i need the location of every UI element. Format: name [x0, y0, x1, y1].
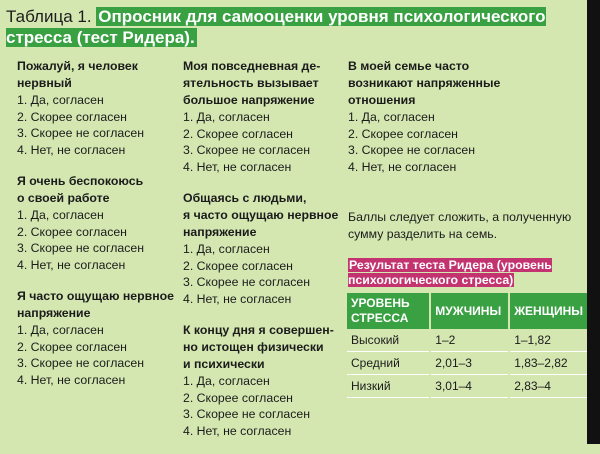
- header-men: МУЖЧИНЫ: [430, 293, 509, 329]
- answer-option: 2. Скорее согласен: [183, 258, 293, 273]
- question-block-5: [183, 190, 348, 307]
- table-row: [347, 375, 587, 398]
- result-title-text: Результат теста Ридера (уровень психологического стресса): [348, 258, 552, 287]
- right-edge-strip: [587, 0, 600, 444]
- header-stress-level: УРОВЕНЬ СТРЕССА: [347, 293, 430, 329]
- questions-column-1: [17, 58, 182, 403]
- question-block-2: [17, 173, 182, 273]
- cell-level: Низкий: [347, 375, 430, 398]
- scoring-note: Баллы следует сложить, а полученную сумму разделить на семь.: [348, 210, 572, 241]
- question-block-6: [183, 322, 348, 439]
- answer-option: 4. Нет, не согласен: [183, 159, 292, 174]
- answer-option: 1. Да, согласен: [183, 374, 270, 388]
- answer-option: 4. Нет, не согласен: [17, 257, 126, 272]
- answer-option: 1. Да, согласен: [183, 110, 270, 124]
- cell-level: Высокий: [347, 329, 430, 352]
- cell-women: 1–1,82: [509, 329, 587, 352]
- table-row: [347, 352, 587, 375]
- title-lead: Таблица 1.: [6, 7, 92, 26]
- question-text: Пожалуй, я человек нервный: [17, 59, 138, 90]
- question-block-7: [348, 58, 573, 175]
- answer-option: 4. Нет, не согласен: [17, 142, 126, 157]
- questions-column-2: [183, 58, 348, 454]
- answer-option: 1. Да, согласен: [348, 110, 435, 124]
- cell-men: 3,01–4: [430, 375, 509, 398]
- answer-option: 2. Скорее согласен: [17, 109, 127, 124]
- answer-option: 2. Скорее согласен: [17, 224, 127, 239]
- question-block-4: [183, 58, 348, 175]
- answer-option: 3. Скорее не согласен: [183, 143, 311, 157]
- table-header-row: [347, 293, 587, 329]
- answer-option: 3. Скорее не согласен: [183, 407, 311, 421]
- answer-option: 1. Да, согласен: [183, 242, 270, 256]
- answer-option: 4. Нет, не согласен: [183, 291, 292, 306]
- answer-option: 3. Скорее не согласен: [17, 356, 145, 370]
- result-title: [348, 258, 588, 288]
- answer-option: 4. Нет, не согласен: [183, 423, 292, 438]
- cell-women: 1,83–2,82: [509, 352, 587, 375]
- answer-option: 2. Скорее согласен: [348, 126, 458, 141]
- questions-column-3: [348, 58, 573, 190]
- answer-option: 1. Да, согласен: [17, 93, 104, 107]
- answer-option: 3. Скорее не согласен: [17, 241, 145, 255]
- answer-option: 2. Скорее согласен: [183, 126, 293, 141]
- answer-option: 2. Скорее согласен: [17, 339, 127, 354]
- answer-option: 3. Скорее не согласен: [17, 126, 145, 140]
- answer-option: 4. Нет, не согласен: [17, 372, 126, 387]
- cell-level: Средний: [347, 352, 430, 375]
- cell-men: 1–2: [430, 329, 509, 352]
- question-text: Общаясь с людьми, я часто ощущаю нервное напряжение: [183, 191, 339, 239]
- page-title: [6, 6, 566, 48]
- answer-option: 1. Да, согласен: [17, 208, 104, 222]
- answer-option: 1. Да, согласен: [17, 323, 104, 337]
- question-text: Я часто ощущаю нервное напряжение: [17, 289, 174, 320]
- answer-option: 3. Скорее не согласен: [183, 275, 311, 289]
- question-block-3: [17, 288, 182, 388]
- answer-option: 3. Скорее не согласен: [348, 143, 476, 157]
- title-highlight: Опросник для самооценки уровня психологического стресса (тест Ридера).: [6, 7, 546, 47]
- cell-men: 2,01–3: [430, 352, 509, 375]
- answer-option: 2. Скорее согласен: [183, 390, 293, 405]
- result-table: [347, 293, 587, 398]
- cell-women: 2,83–4: [509, 375, 587, 398]
- header-women: ЖЕНЩИНЫ: [509, 293, 587, 329]
- answer-option: 4. Нет, не согласен: [348, 159, 457, 174]
- question-block-1: [17, 58, 182, 158]
- question-text: Я очень беспокоюсь о своей работе: [17, 174, 144, 205]
- question-text: В моей семье часто возникают напряженные отношения: [348, 59, 501, 107]
- question-text: Моя повседневная де- ятельность вызывает большое напряжение: [183, 59, 321, 107]
- table-row: [347, 329, 587, 352]
- question-text: К концу дня я совершен- но истощен физически и психически: [183, 323, 334, 371]
